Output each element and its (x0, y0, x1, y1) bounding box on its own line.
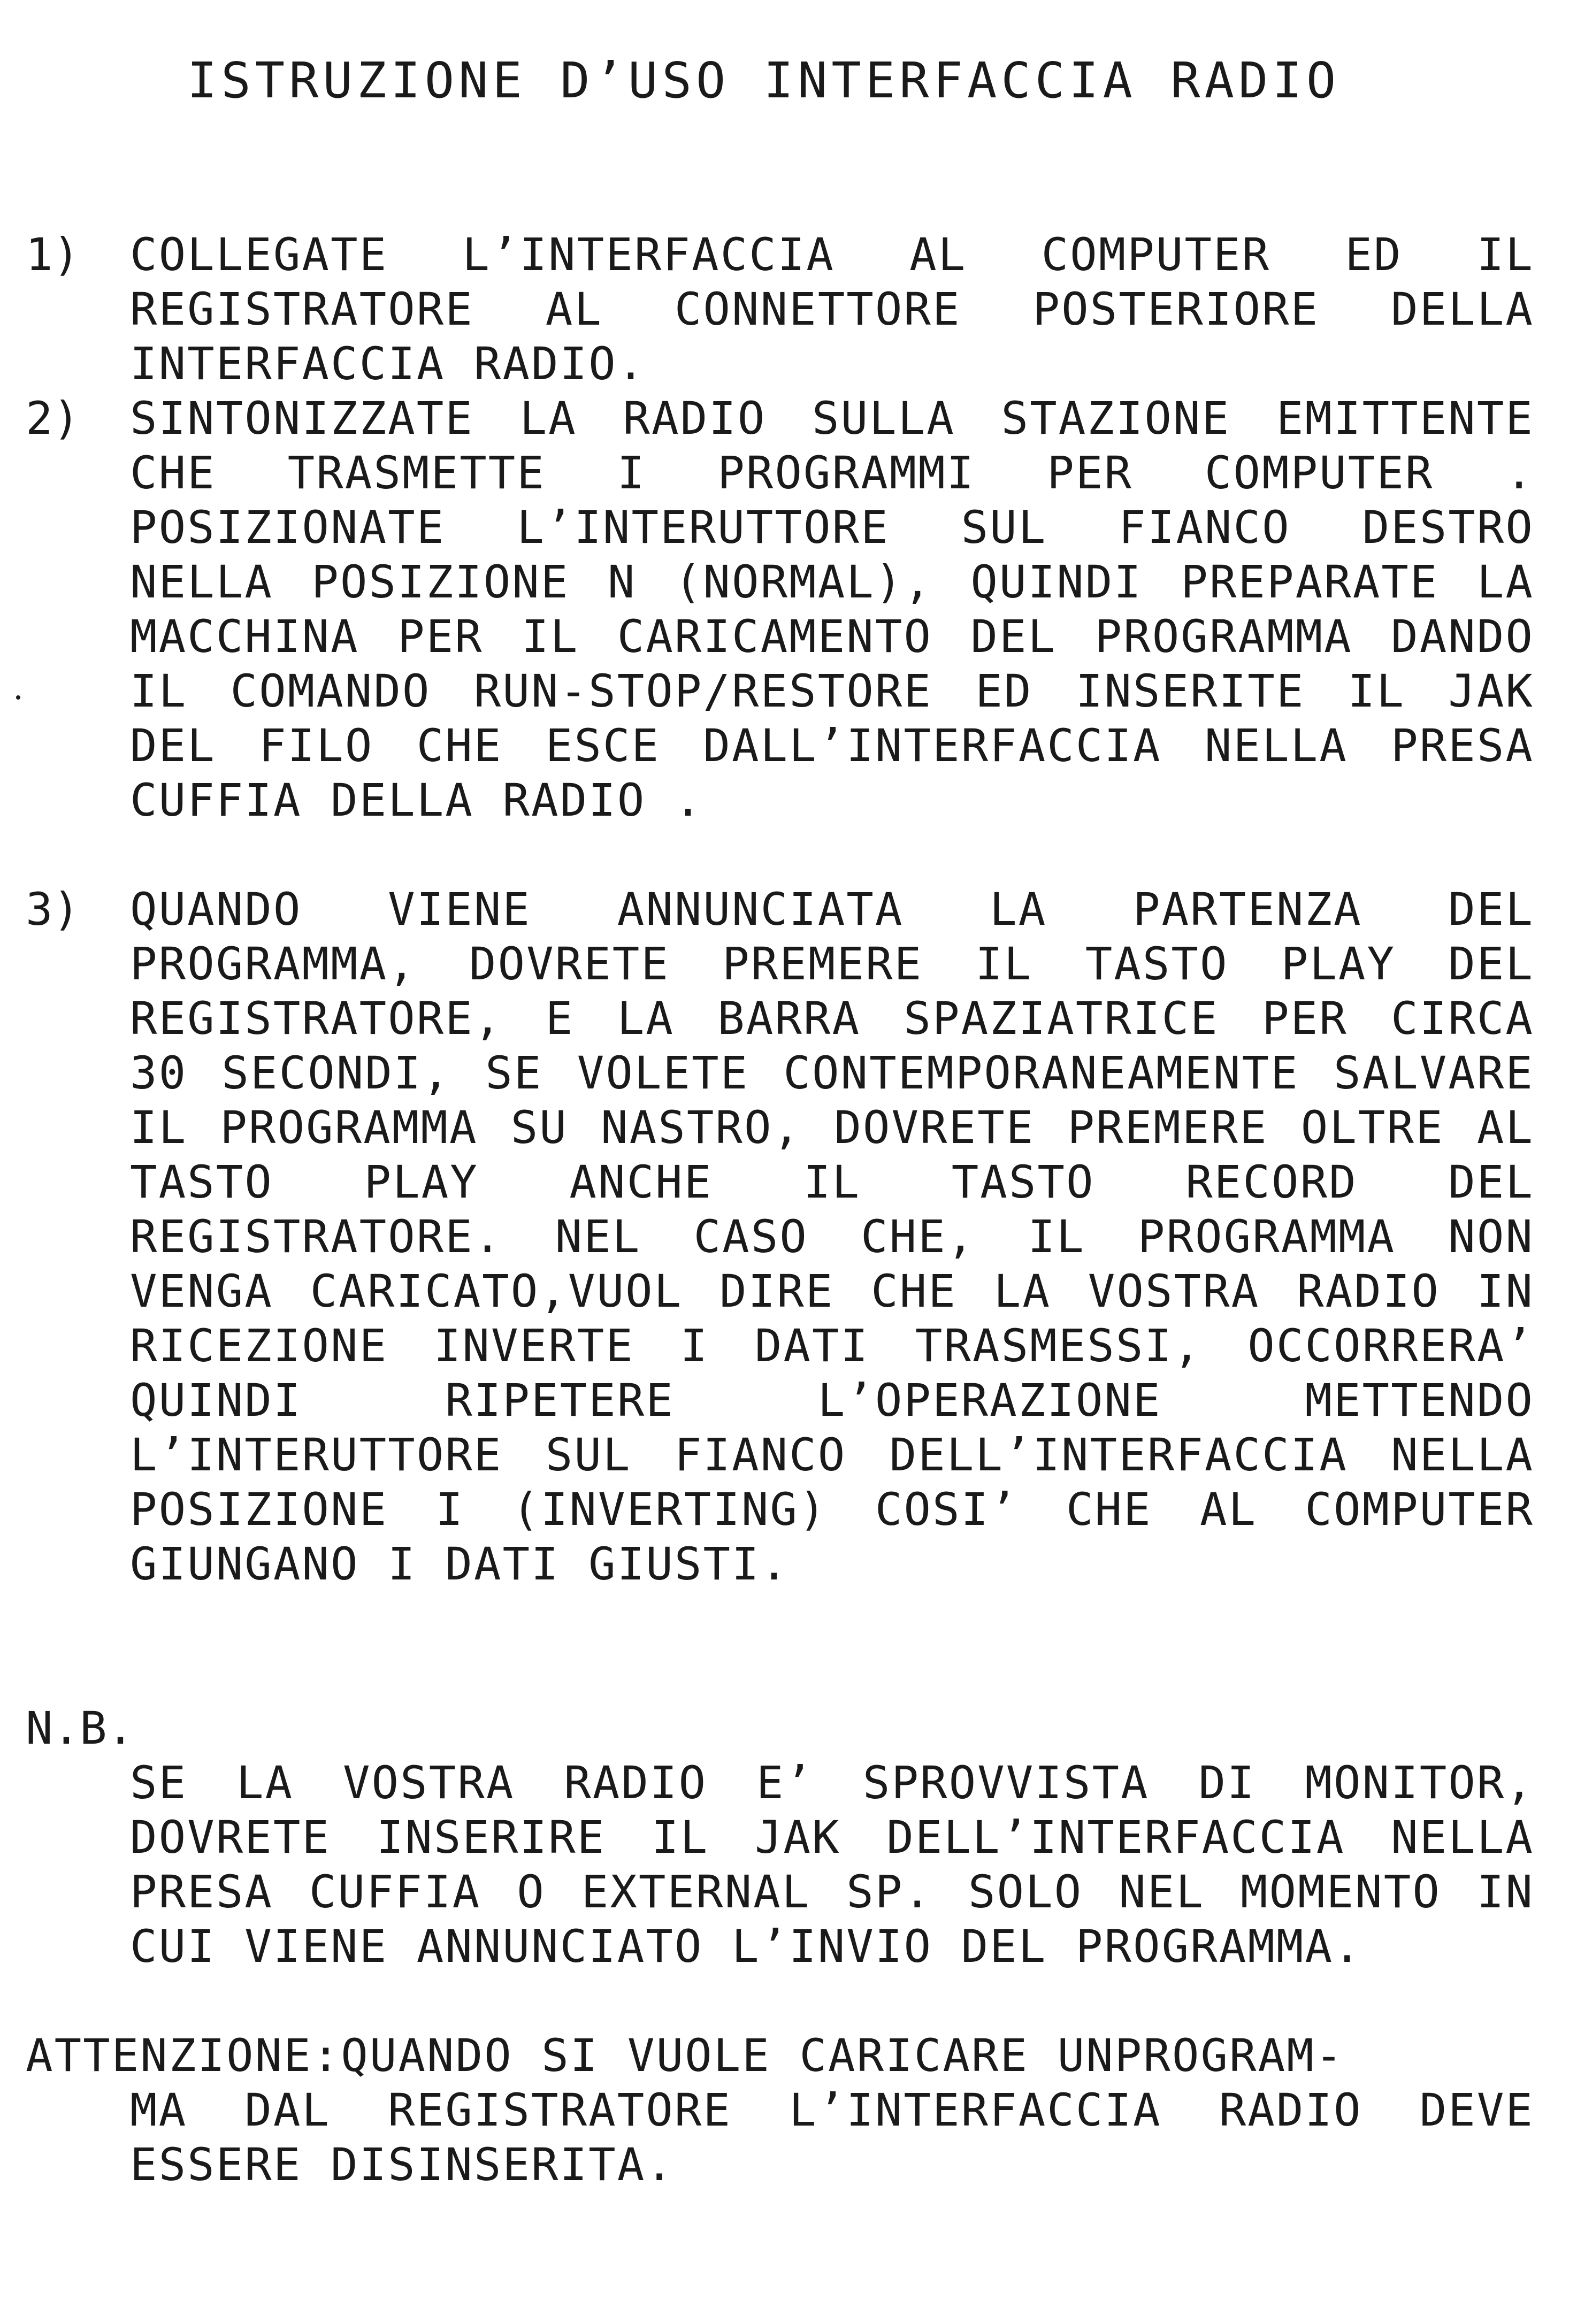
document-title: ISTRUZIONE D’USO INTERFACCIA RADIO (187, 52, 1341, 109)
attention-note (26, 2028, 1534, 2192)
step-1 (26, 227, 1534, 391)
step-3-text: QUANDO VIENE ANNUNCIATA LA PARTENZA DEL PROGRAMMA, DOVRETE PREMERE IL TASTO PLAY DEL REGISTRATORE, E LA BARRA SPAZIATRICE PER CIRCA 30 SECONDI, SE VOLETE CONTEMPORANEAMENTE SALVARE IL PROGRAMMA SU NASTRO, DOVRETE PREMERE OLTRE AL TASTO PLAY ANCHE IL TASTO RECORD DEL REGISTRATORE. NEL CASO CHE, IL PROGRAMMA NON VENGA CARICATO,VUOL DIRE CHE LA VOSTRA RADIO IN RICEZIONE INVERTE I DATI TRASMESSI, OCCORRERA’ QUINDI RIPETERE L’OPERAZIONE METTENDO L’INTERUTTORE SUL FIANCO DELL’INTERFACCIA NELLA POSIZIONE I (INVERTING) COSI’ CHE AL COMPUTER GIUNGANO I DATI GIUSTI. (130, 883, 1534, 1590)
step-1-marker: 1) (26, 228, 80, 281)
attention-rest: MA DAL REGISTRATORE L’INTERFACCIA RADIO DEVE ESSERE DISINSERITA. (130, 2084, 1534, 2191)
step-3 (26, 882, 1534, 1591)
step-2-text: SINTONIZZATE LA RADIO SULLA STAZIONE EMITTENTE CHE TRASMETTE I PROGRAMMI PER COMPUTER . POSIZIONATE L’INTERUTTORE SUL FIANCO DESTRO NELLA POSIZIONE N (NORMAL), QUINDI PREPARATE LA MACCHINA PER IL CARICAMENTO DEL PROGRAMMA DANDO IL COMANDO RUN-STOP/RESTORE ED INSERITE IL JAK DEL FILO CHE ESCE DALL’INTERFACCIA NELLA PRESA CUFFIA DELLA RADIO . (130, 392, 1534, 826)
attention-first-line: ATTENZIONE:QUANDO SI VUOLE CARICARE UNPROGRAM- (26, 2029, 1344, 2082)
nb-text: SE LA VOSTRA RADIO E’ SPROVVISTA DI MONITOR, DOVRETE INSERIRE IL JAK DELL’INTERFACCIA NELLA PRESA CUFFIA O EXTERNAL SP. SOLO NEL MOMENTO IN CUI VIENE ANNUNCIATO L’INVIO DEL PROGRAMMA. (130, 1757, 1534, 1973)
step-3-marker: 3) (26, 883, 80, 935)
step-2-marker: 2) (26, 392, 80, 444)
nb-label: N.B. (26, 1702, 134, 1754)
step-1-text: COLLEGATE L’INTERFACCIA AL COMPUTER ED IL REGISTRATORE AL CONNETTORE POSTERIORE DELLA INTERFACCIA RADIO. (130, 228, 1534, 390)
step-2 (26, 391, 1534, 827)
stray-dot (16, 695, 20, 700)
